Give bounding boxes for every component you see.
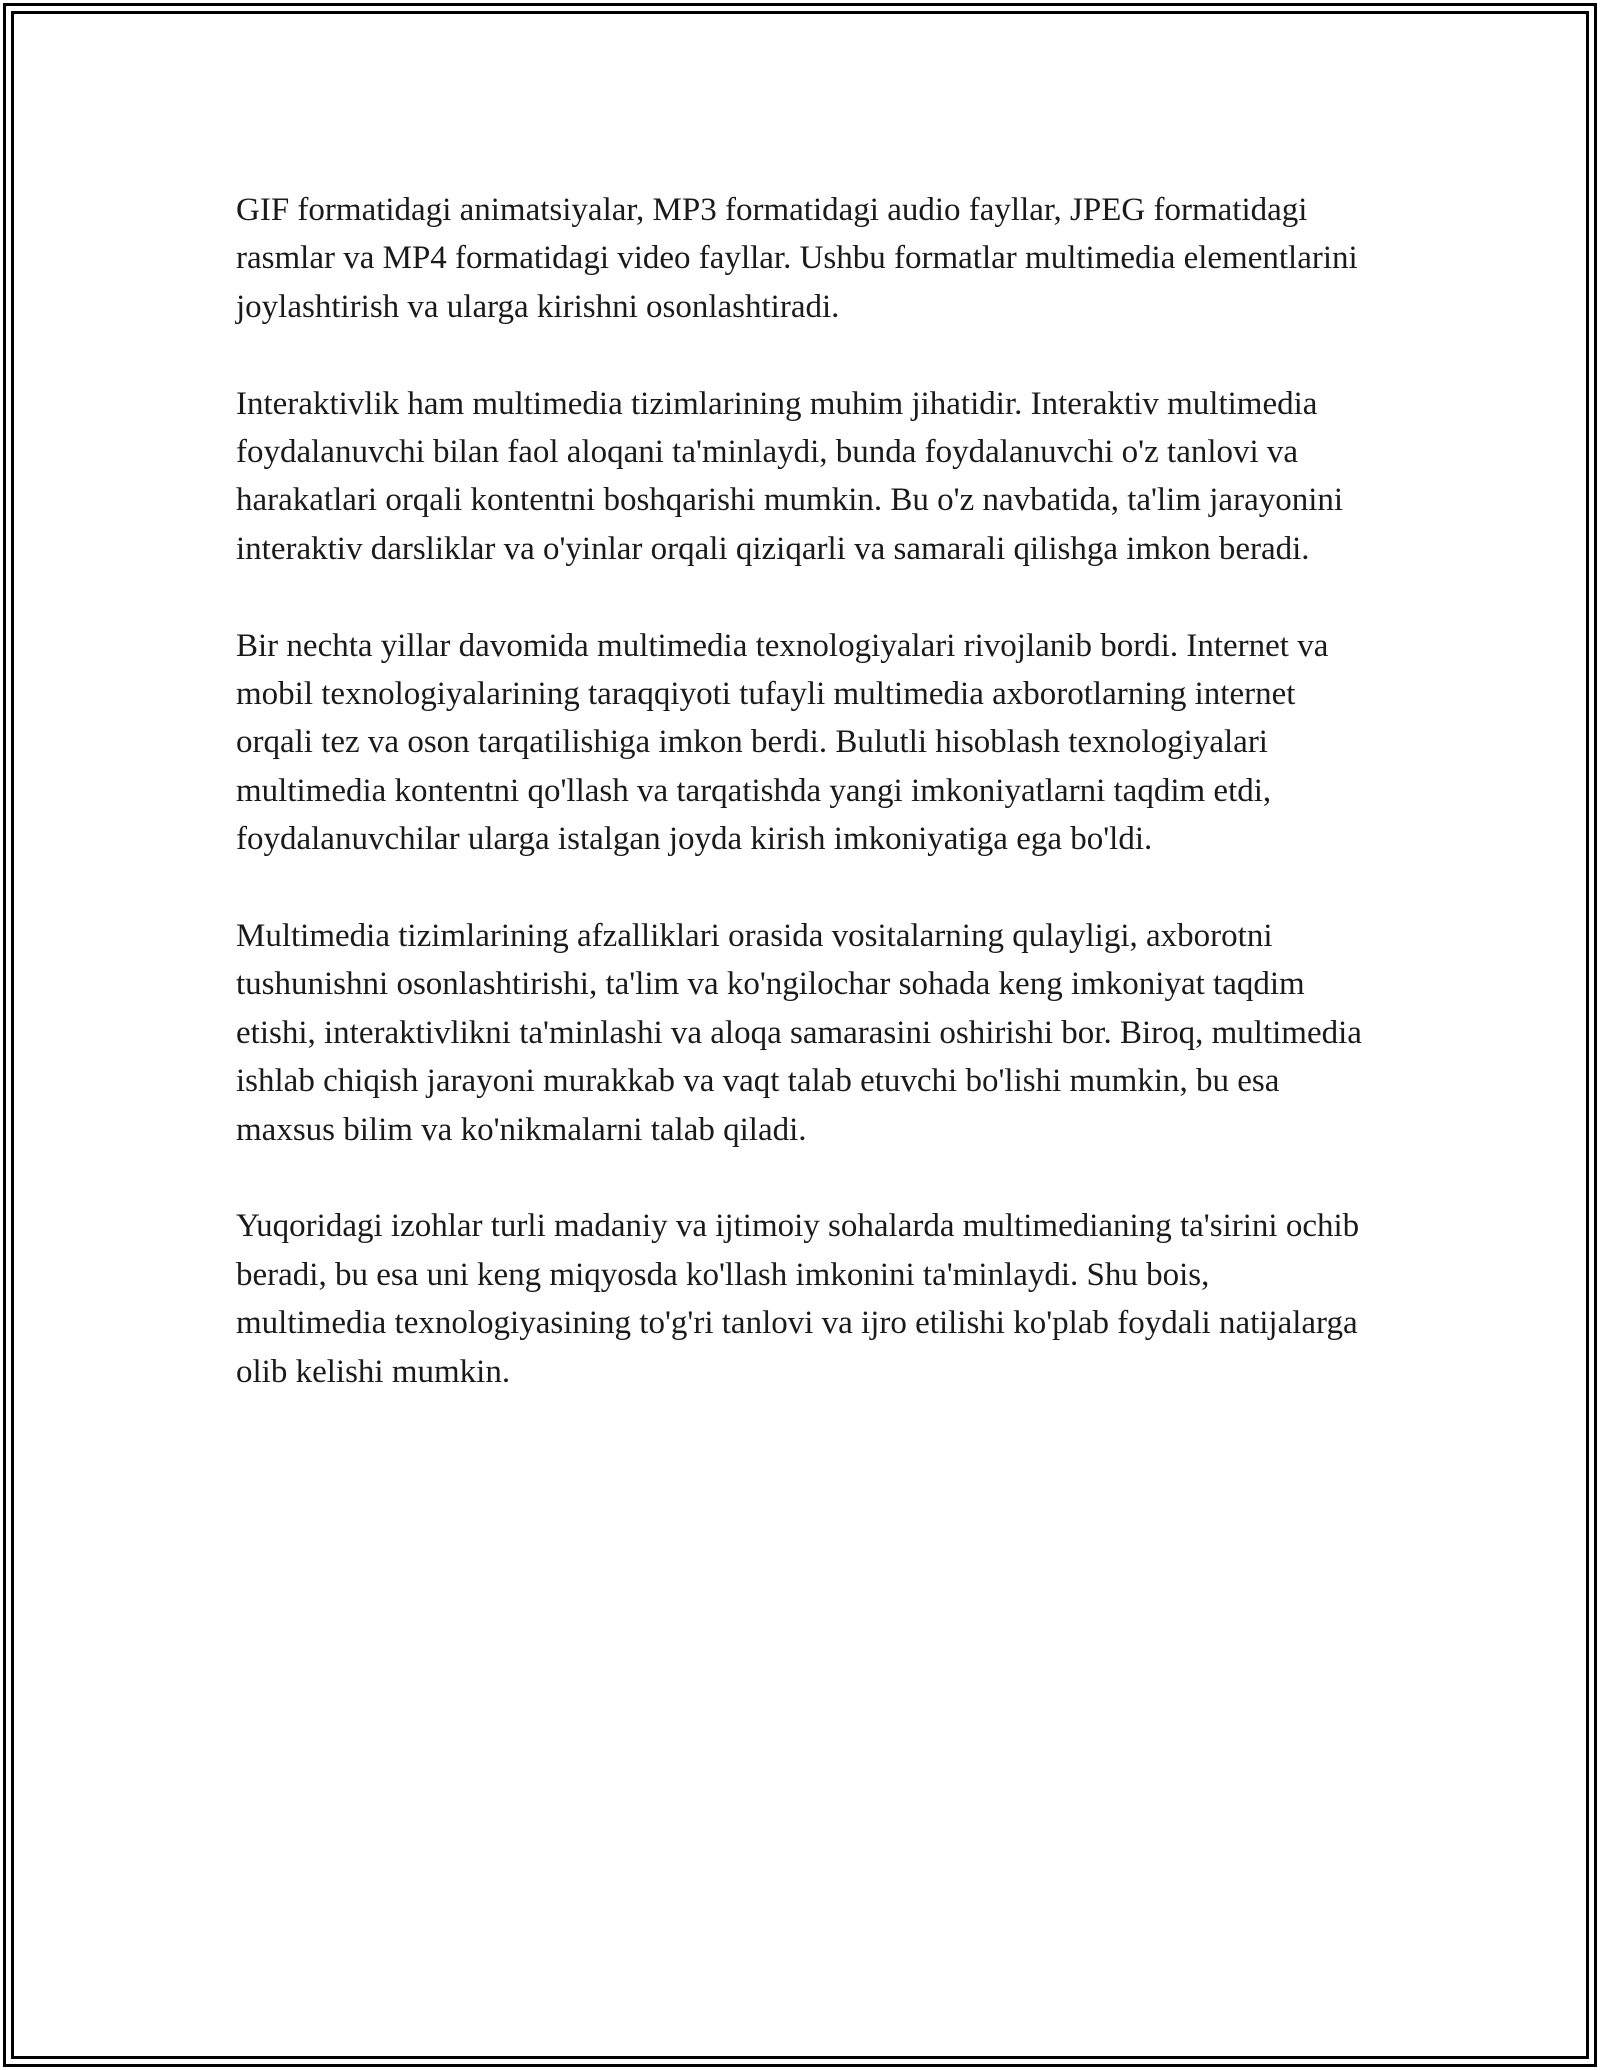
paragraph-advantages: Multimedia tizimlarining afzalliklari orasida vositalarning qulayligi, axborotni tushunishni osonlashtirishi, ta'lim va ko'ngilochar sohada keng imkoniyat taqdim etishi, interaktivlikni ta'minlashi va aloqa samarasini oshirishi bor. Biroq, multimedia ishlab chiqish jarayoni murakkab va vaqt talab etuvchi bo'lishi mumkin, bu esa maxsus bilim va ko'nikmalarni talab qiladi. (236, 918, 1362, 1148)
paragraph-formats: GIF formatidagi animatsiyalar, MP3 formatidagi audio fayllar, JPEG formatidagi rasmlar va MP4 formatidagi video fayllar. Ushbu formatlar multimedia elementlarini joylashtirish va ularga kirishni osonlashtiradi. (236, 192, 1358, 325)
paragraph-conclusion: Yuqoridagi izohlar turli madaniy va ijtimoiy sohalarda multimedianing ta'sirini ochib beradi, bu esa uni keng miqyosda ko'llash imkonini ta'minlaydi. Shu bois, multimedia texnologiyasining to'g'ri tanlovi va ijro etilishi ko'plab foydali natijalarga olib kelishi mumkin. (236, 1208, 1360, 1390)
paragraph-development: Bir nechta yillar davomida multimedia texnologiyalari rivojlanib bordi. Internet va mobil texnologiyalarining taraqqiyoti tufayli multimedia axborotlarning internet orqali tez va oson tarqatilishiga imkon berdi. Bulutli hisoblash texnologiyalari multimedia kontentni qo'llash va tarqatishda yangi imkoniyatlarni taqdim etdi, foydalanuvchilar ularga istalgan joyda kirish imkoniyatiga ega bo'ldi. (236, 627, 1329, 858)
document-body (236, 186, 1366, 1444)
paragraph-interactivity: Interaktivlik ham multimedia tizimlarining muhim jihatidir. Interaktiv multimedia foydalanuvchi bilan faol aloqani ta'minlaydi, bunda foydalanuvchi o'z tanlovi va harakatlari orqali kontentni boshqarishi mumkin. Bu o'z navbatida, ta'lim jarayonini interaktiv darsliklar va o'yinlar orqali qiziqarli va samarali qilishga imkon beradi. (236, 385, 1344, 567)
